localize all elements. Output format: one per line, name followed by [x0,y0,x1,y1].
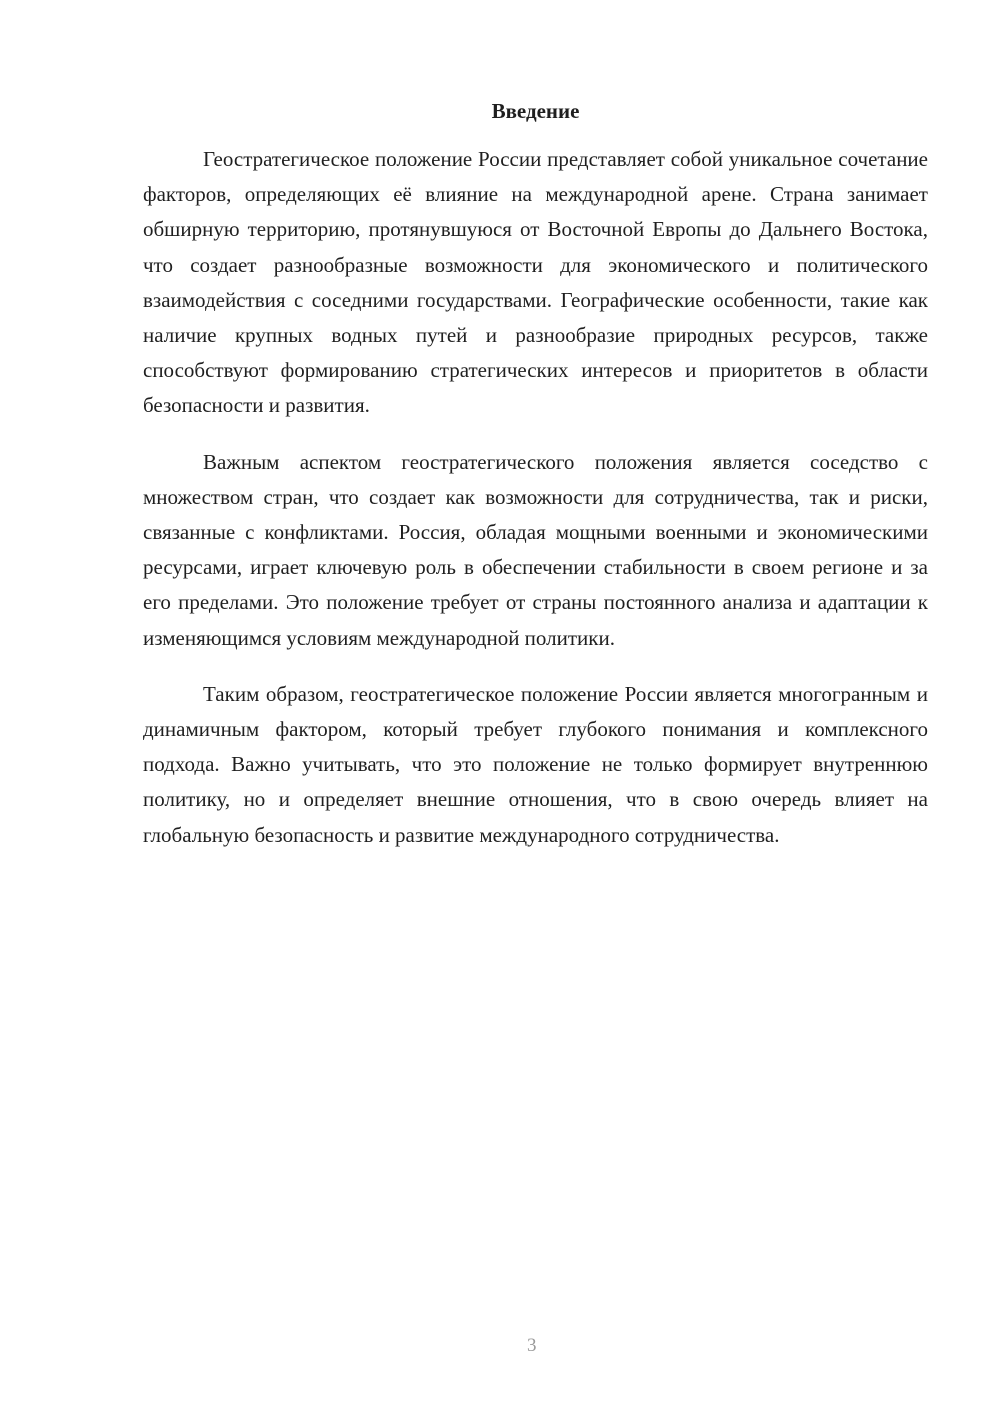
paragraph-2: Важным аспектом геостратегического положения является соседство с множеством стран, что создает как возможности для сотрудничества, так и риски, связанные с конфликтами. Россия, обладая мощными военными и экономическими ресурсами, играет ключевую роль в обеспечении стабильности в своем регионе и за его пределами. Это положение требует от страны постоянного анализа и адаптации к изменяющимся условиям международной политики. [143,449,928,650]
paragraph-1: Геостратегическое положение России представляет собой уникальное сочетание факторов, определяющих её влияние на международной арене. Страна занимает обширную территорию, протянувшуюся от Восточной Европы до Дальнего Востока, что создает разнообразные возможности для экономического и политического взаимодействия с соседними государствами. Географические особенности, такие как наличие крупных водных путей и разнообразие природных ресурсов, также способствуют формированию стратегических интересов и приоритетов в области безопасности и развития. [143,147,928,418]
section-heading: Введение [491,99,580,123]
page-number: 3 [527,1335,537,1356]
paragraph-3: Таким образом, геостратегическое положение России является многогранным и динамичным фактором, который требует глубокого понимания и комплексного подхода. Важно учитывать, что это положение не только формирует внутреннюю политику, но и определяет внешние отношения, что в свою очередь влияет на глобальную безопасность и развитие международного сотрудничества. [143,681,928,847]
page-content [143,94,928,874]
